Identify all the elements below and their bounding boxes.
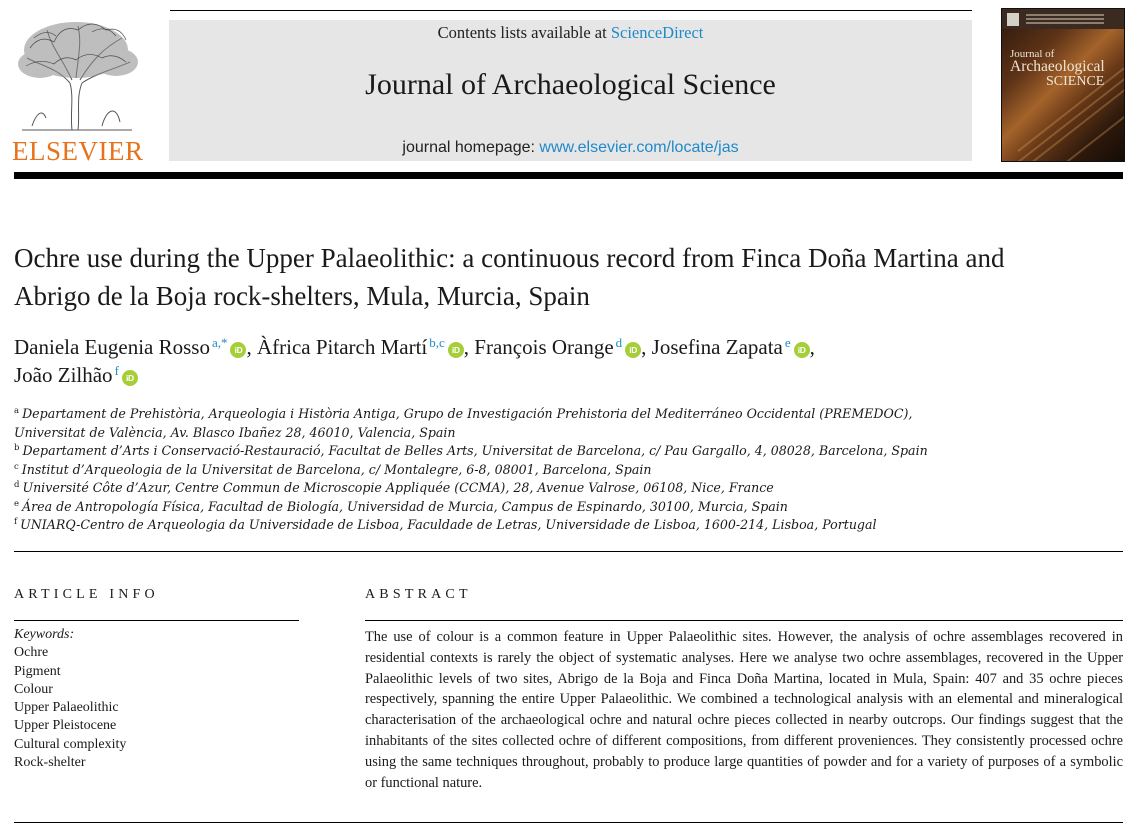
author-affiliation-marker[interactable]: b,c <box>429 335 445 350</box>
affiliation <box>14 461 974 480</box>
cover-title-line2: Archaeological <box>1010 58 1105 75</box>
author-affiliation-marker[interactable]: e <box>784 335 791 350</box>
homepage-line <box>169 139 972 157</box>
affiliation <box>14 442 974 461</box>
sciencedirect-link[interactable]: ScienceDirect <box>610 23 704 42</box>
abstract-rule <box>365 620 1123 621</box>
contents-prefix: Contents lists available at <box>437 23 607 42</box>
affiliation-marker: d <box>14 480 20 490</box>
keyword[interactable]: Upper Palaeolithic <box>14 700 119 716</box>
affiliation-text: Área de Antropología Física, Facultad de Biología, Universidad de Murcia, Campus de Espinardo, 30100, Murcia, Spain <box>22 498 788 514</box>
keywords-block <box>14 626 126 772</box>
journal-cover[interactable] <box>1001 8 1125 162</box>
author-name: Josefina Zapata <box>651 335 783 359</box>
affiliation-marker: f <box>14 517 18 527</box>
cover-publisher-icon <box>1007 13 1019 26</box>
orcid-icon[interactable]: iD <box>448 342 464 358</box>
orcid-icon[interactable]: iD <box>625 342 641 358</box>
article-info-heading: ARTICLE INFO <box>14 587 159 602</box>
author-affiliation-marker[interactable]: f <box>114 363 119 378</box>
orcid-icon[interactable]: iD <box>794 342 810 358</box>
top-rule <box>170 10 972 11</box>
affiliation-text: Université Côte d’Azur, Centre Commun de Microscopie Appliquée (CCMA), 28, Avenue Valrose, 06108, Nice, France <box>22 480 774 495</box>
header-divider <box>14 172 1123 179</box>
journal-homepage-link[interactable]: www.elsevier.com/locate/jas <box>539 139 739 156</box>
affiliation <box>14 498 974 517</box>
article-info-rule <box>14 620 299 621</box>
affiliation-text: Institut d’Arqueologia de la Universitat de Barcelona, c/ Montalegre, 6-8, 08001, Barcelona, Spain <box>21 461 652 477</box>
cover-title-line3: SCIENCE <box>1046 74 1105 89</box>
author[interactable] <box>474 335 641 359</box>
affiliation <box>14 516 974 535</box>
affiliation <box>14 479 974 498</box>
author-name: François Orange <box>474 335 614 359</box>
affiliation-text: UNIARQ-Centro de Arqueologia da Universidade de Lisboa, Faculdade de Letras, Universidade de Lisboa, 1600-214, Lisboa, Portugal <box>20 517 877 532</box>
author-list <box>14 333 1014 389</box>
author-affiliation-marker[interactable]: a,* <box>211 335 228 350</box>
keywords-label: Keywords: <box>14 627 75 642</box>
publisher-logo[interactable] <box>12 18 144 166</box>
author-separator: , <box>641 335 647 359</box>
affiliation-text: Departament d’Arts i Conservació-Restauració, Facultat de Belles Arts, Universitat de Barcelona, c/ Pau Gargallo, 4, 08028, Barcelona, Spain <box>22 443 928 458</box>
abstract-heading: ABSTRACT <box>365 587 472 602</box>
author-name: Daniela Eugenia Rosso <box>14 335 210 359</box>
keyword[interactable]: Upper Pleistocene <box>14 718 117 734</box>
author[interactable] <box>652 335 810 359</box>
cover-title-line1: Journal of <box>1010 48 1055 60</box>
affiliation-marker: e <box>14 498 20 509</box>
keyword[interactable]: Colour <box>14 681 53 697</box>
section-divider <box>14 551 1123 552</box>
affiliation-marker: b <box>14 443 20 453</box>
author-affiliation-marker[interactable]: d <box>615 335 623 350</box>
author[interactable] <box>14 335 246 359</box>
author[interactable] <box>14 363 138 387</box>
journal-masthead <box>169 20 972 161</box>
publisher-name: ELSEVIER <box>12 136 144 166</box>
cover-header-strip <box>1002 9 1124 29</box>
article-title: Ochre use during the Upper Palaeolithic: a continuous record from Finca Doña Martina and Abrigo de la Boja rock-shelters, Mula, Murcia, Spain <box>14 243 1005 311</box>
orcid-icon[interactable]: iD <box>230 342 246 358</box>
affiliation-marker: c <box>14 461 19 472</box>
author-separator: , <box>463 335 470 359</box>
homepage-prefix: journal homepage: <box>402 139 535 156</box>
author-separator: , <box>246 335 252 359</box>
elsevier-tree-icon <box>12 18 142 136</box>
keyword[interactable]: Rock-shelter <box>14 755 86 771</box>
keyword[interactable]: Cultural complexity <box>14 736 127 752</box>
bottom-rule <box>14 822 1123 823</box>
abstract-text: The use of colour is a common feature in Upper Palaeolithic sites. However, the analysis of ochre assemblages recovered in residential contexts is rarely the object of systematic analyses. Here we analyse two ochre assemblages, recovered in the Upper Palaeolithic levels of two sites, Abrigo de la Boja and Finca Doña Martina, located in Mula, Spain: 407 and 35 ochre pieces respectively, spanning the entire Upper Palaeolithic. We combined a technological analysis with an elemental and mineralogical characterisation of the archaeological ochre and natural ochre pieces collected in nearby outcrops. Our findings suggest that the inhabitants of the sites collected ochre of different compositions, from different proveniences. They consistently processed ochre using the same techniques throughout, probably to produce large quantities of powder and for a variety of purposes of a symbolic or functional nature. <box>365 629 1123 791</box>
affiliation-text: Departament de Prehistòria, Arqueologia i Història Antiga, Grupo de Investigación Prehistoria del Mediterráneo Occidental (PREMEDOC), Universitat de València, Av. Blasco Ibañez 28, 46010, Valencia, Spain <box>14 406 913 440</box>
author-name: Àfrica Pitarch Martí <box>256 335 428 359</box>
keyword[interactable]: Ochre <box>14 645 49 661</box>
author[interactable] <box>257 335 464 359</box>
orcid-icon[interactable]: iD <box>122 370 138 386</box>
affiliation <box>14 405 974 442</box>
cover-fine-print <box>1026 14 1104 16</box>
affiliation-marker: a <box>14 406 20 416</box>
keyword[interactable]: Pigment <box>14 663 61 679</box>
journal-title: Journal of Archaeological Science <box>365 68 776 101</box>
author-name: João Zilhão <box>14 363 113 387</box>
contents-line <box>169 23 972 43</box>
affiliations <box>14 405 974 535</box>
author-separator: , <box>809 335 815 359</box>
